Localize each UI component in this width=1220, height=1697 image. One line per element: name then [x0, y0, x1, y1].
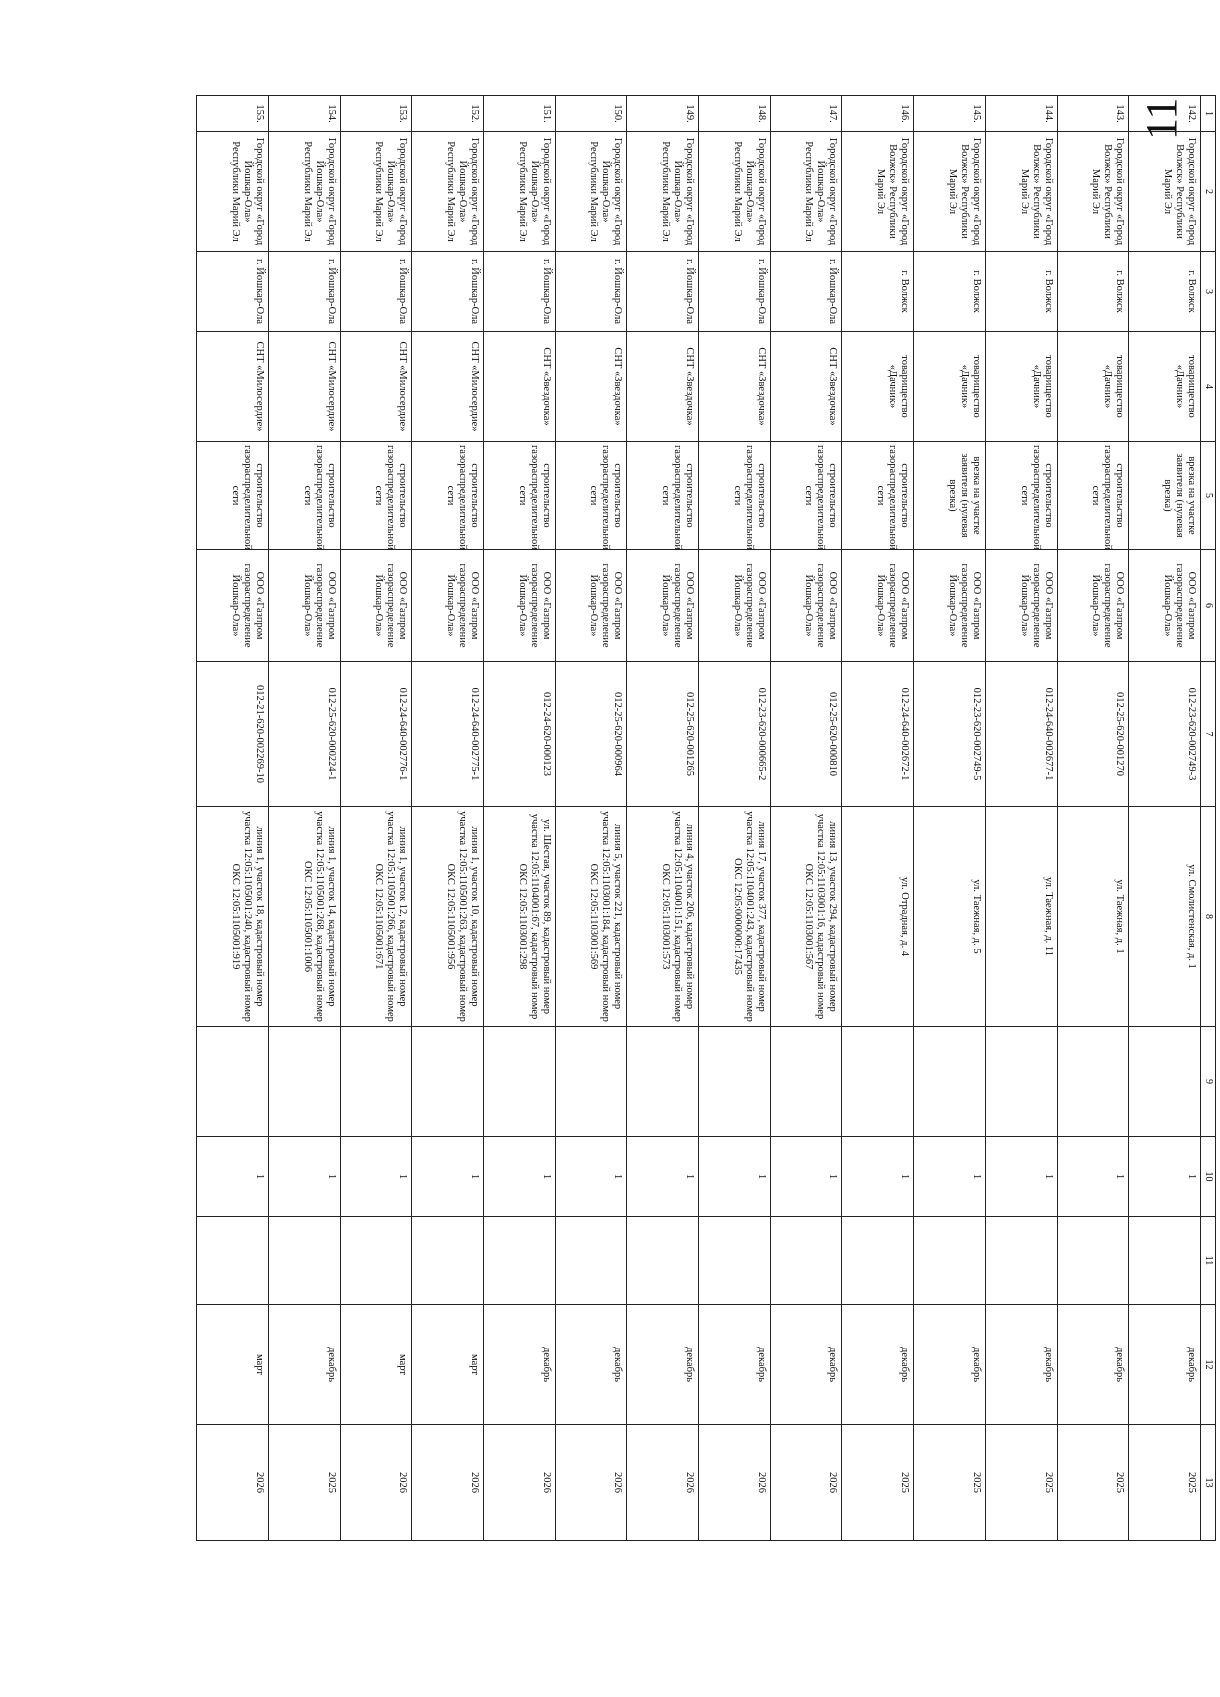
- code-cell: 012-25-620-000964: [555, 662, 627, 807]
- year-cell: 2026: [555, 1425, 627, 1541]
- col10-cell: 1: [340, 1137, 412, 1217]
- col9-cell: [555, 1027, 627, 1137]
- row-number: 144.: [985, 96, 1057, 132]
- col10-cell: 1: [483, 1137, 555, 1217]
- month-cell: декабрь: [1057, 1305, 1129, 1425]
- work-type-cell: строительство газораспределительной сети: [1057, 442, 1129, 550]
- month-cell: декабрь: [985, 1305, 1057, 1425]
- col10-cell: 1: [699, 1137, 771, 1217]
- row-number: 148.: [699, 96, 771, 132]
- work-type-cell: строительство газораспределительной сети: [340, 442, 412, 550]
- district-cell: Городской округ «Город Волжск» Республики Марий Эл: [1057, 132, 1129, 252]
- table-row: [842, 96, 914, 1541]
- locality-cell: г. Йошкар-Ола: [627, 252, 699, 332]
- table-row: [197, 96, 269, 1541]
- operator-cell: ООО «Газпром газораспределение Йошкар-Ола»: [699, 550, 771, 662]
- year-cell: 2026: [770, 1425, 842, 1541]
- district-cell: Городской округ «Город Йошкар-Ола» Республики Марий Эл: [483, 132, 555, 252]
- address-cell: ул. Смолистенская, д. 1: [1129, 807, 1201, 1027]
- col9-cell: [627, 1027, 699, 1137]
- operator-cell: ООО «Газпром газораспределение Йошкар-Ола»: [197, 550, 269, 662]
- district-cell: Городской округ «Город Йошкар-Ола» Республики Марий Эл: [699, 132, 771, 252]
- code-cell: 012-24-640-002672-1: [842, 662, 914, 807]
- month-cell: декабрь: [483, 1305, 555, 1425]
- year-cell: 2026: [340, 1425, 412, 1541]
- code-cell: 012-24-640-002775-1: [412, 662, 484, 807]
- work-type-cell: строительство газораспределительной сети: [483, 442, 555, 550]
- col-header-7: 7: [1201, 662, 1216, 807]
- locality-cell: г. Волжск: [914, 252, 986, 332]
- table-body: [197, 96, 1201, 1541]
- row-number: 149.: [627, 96, 699, 132]
- locality-cell: г. Волжск: [985, 252, 1057, 332]
- header-row: [1201, 96, 1216, 1541]
- col9-cell: [699, 1027, 771, 1137]
- month-cell: март: [340, 1305, 412, 1425]
- settlement-cell: СНТ «Милосердие»: [268, 332, 340, 442]
- col11-cell: [770, 1217, 842, 1305]
- col-header-12: 12: [1201, 1305, 1216, 1425]
- year-cell: 2026: [699, 1425, 771, 1541]
- year-cell: 2025: [914, 1425, 986, 1541]
- operator-cell: ООО «Газпром газораспределение Йошкар-Ола»: [412, 550, 484, 662]
- settlement-cell: товарищество «Дачник»: [985, 332, 1057, 442]
- code-cell: 012-21-620-002269-10: [197, 662, 269, 807]
- col11-cell: [1129, 1217, 1201, 1305]
- settlement-cell: СНТ «Звездочка»: [627, 332, 699, 442]
- col-header-5: 5: [1201, 442, 1216, 550]
- district-cell: Городской округ «Город Йошкар-Ола» Республики Марий Эл: [770, 132, 842, 252]
- col10-cell: 1: [1057, 1137, 1129, 1217]
- col9-cell: [770, 1027, 842, 1137]
- locality-cell: г. Волжск: [842, 252, 914, 332]
- code-cell: 012-23-620-000665-2: [699, 662, 771, 807]
- col-header-6: 6: [1201, 550, 1216, 662]
- operator-cell: ООО «Газпром газораспределение Йошкар-Ола»: [555, 550, 627, 662]
- year-cell: 2025: [268, 1425, 340, 1541]
- settlement-cell: товарищество «Дачник»: [1057, 332, 1129, 442]
- row-number: 150.: [555, 96, 627, 132]
- district-cell: Городской округ «Город Волжск» Республики Марий Эл: [985, 132, 1057, 252]
- code-cell: 012-25-620-001270: [1057, 662, 1129, 807]
- year-cell: 2026: [197, 1425, 269, 1541]
- code-cell: 012-25-620-000810: [770, 662, 842, 807]
- code-cell: 012-25-620-000224-1: [268, 662, 340, 807]
- locality-cell: г. Волжск: [1129, 252, 1201, 332]
- work-type-cell: строительство газораспределительной сети: [985, 442, 1057, 550]
- row-number: 146.: [842, 96, 914, 132]
- operator-cell: ООО «Газпром газораспределение Йошкар-Ола»: [1057, 550, 1129, 662]
- col9-cell: [412, 1027, 484, 1137]
- month-cell: декабрь: [699, 1305, 771, 1425]
- month-cell: март: [197, 1305, 269, 1425]
- month-cell: декабрь: [1129, 1305, 1201, 1425]
- settlement-cell: товарищество «Дачник»: [1129, 332, 1201, 442]
- month-cell: март: [412, 1305, 484, 1425]
- district-cell: Городской округ «Город Йошкар-Ола» Республики Марий Эл: [555, 132, 627, 252]
- row-number: 142.: [1129, 96, 1201, 132]
- col10-cell: 1: [770, 1137, 842, 1217]
- work-type-cell: строительство газораспределительной сети: [627, 442, 699, 550]
- code-cell: 012-24-640-002677-1: [985, 662, 1057, 807]
- col11-cell: [412, 1217, 484, 1305]
- table-row: [1129, 96, 1201, 1541]
- col10-cell: 1: [1129, 1137, 1201, 1217]
- work-type-cell: строительство газораспределительной сети: [197, 442, 269, 550]
- col11-cell: [699, 1217, 771, 1305]
- operator-cell: ООО «Газпром газораспределение Йошкар-Ола»: [842, 550, 914, 662]
- col11-cell: [197, 1217, 269, 1305]
- col10-cell: 1: [197, 1137, 269, 1217]
- address-cell: линия 4, участок 206, кадастровый номер участка 12:05:1104001:151, кадастровый номер ОКС 12:05:1103001:573: [627, 807, 699, 1027]
- col-header-2: 2: [1201, 132, 1216, 252]
- table-row: [770, 96, 842, 1541]
- operator-cell: ООО «Газпром газораспределение Йошкар-Ола»: [985, 550, 1057, 662]
- address-cell: ул. Отрадная, д. 4: [842, 807, 914, 1027]
- col10-cell: 1: [985, 1137, 1057, 1217]
- district-cell: Городской округ «Город Волжск» Республики Марий Эл: [842, 132, 914, 252]
- address-cell: ул. Таежная, д. 5: [914, 807, 986, 1027]
- settlement-cell: СНТ «Милосердие»: [340, 332, 412, 442]
- col-header-3: 3: [1201, 252, 1216, 332]
- code-cell: 012-25-620-001265: [627, 662, 699, 807]
- operator-cell: ООО «Газпром газораспределение Йошкар-Ола»: [1129, 550, 1201, 662]
- month-cell: декабрь: [555, 1305, 627, 1425]
- month-cell: декабрь: [770, 1305, 842, 1425]
- settlement-cell: СНТ «Звездочка»: [483, 332, 555, 442]
- district-cell: Городской округ «Город Йошкар-Ола» Республики Марий Эл: [412, 132, 484, 252]
- row-number: 143.: [1057, 96, 1129, 132]
- work-type-cell: строительство газораспределительной сети: [555, 442, 627, 550]
- settlement-cell: СНТ «Милосердие»: [197, 332, 269, 442]
- work-type-cell: строительство газораспределительной сети: [268, 442, 340, 550]
- work-type-cell: врезка на участке заявителя (нулевая врезка): [914, 442, 986, 550]
- col-header-11: 11: [1201, 1217, 1216, 1305]
- col-header-9: 9: [1201, 1027, 1216, 1137]
- col9-cell: [340, 1027, 412, 1137]
- col11-cell: [483, 1217, 555, 1305]
- year-cell: 2026: [627, 1425, 699, 1541]
- col11-cell: [842, 1217, 914, 1305]
- col9-cell: [914, 1027, 986, 1137]
- col9-cell: [483, 1027, 555, 1137]
- col11-cell: [627, 1217, 699, 1305]
- address-cell: линия 5, участок 221, кадастровый номер участка 12:05:1103001:184, кадастровый номер ОКС 12:05:1103001:569: [555, 807, 627, 1027]
- year-cell: 2025: [1129, 1425, 1201, 1541]
- col9-cell: [268, 1027, 340, 1137]
- work-type-cell: врезка на участке заявителя (нулевая врезка): [1129, 442, 1201, 550]
- month-cell: декабрь: [627, 1305, 699, 1425]
- row-number: 154.: [268, 96, 340, 132]
- district-cell: Городской округ «Город Йошкар-Ола» Республики Марий Эл: [340, 132, 412, 252]
- col-header-10: 10: [1201, 1137, 1216, 1217]
- col9-cell: [1129, 1027, 1201, 1137]
- month-cell: декабрь: [842, 1305, 914, 1425]
- col-header-8: 8: [1201, 807, 1216, 1027]
- address-cell: линия 1, участок 18, кадастровый номер участка 12:05:1105001:240, кадастровый номер ОКС 12:05:1105001:919: [197, 807, 269, 1027]
- row-number: 145.: [914, 96, 986, 132]
- table-row: [483, 96, 555, 1541]
- col9-cell: [985, 1027, 1057, 1137]
- operator-cell: ООО «Газпром газораспределение Йошкар-Ола»: [914, 550, 986, 662]
- district-cell: Городской округ «Город Волжск» Республики Марий Эл: [914, 132, 986, 252]
- row-number: 153.: [340, 96, 412, 132]
- year-cell: 2026: [483, 1425, 555, 1541]
- settlement-cell: товарищество «Дачник»: [914, 332, 986, 442]
- address-cell: ул. Таежная, д. 11: [985, 807, 1057, 1027]
- month-cell: декабрь: [268, 1305, 340, 1425]
- table-row: [627, 96, 699, 1541]
- settlement-cell: СНТ «Звездочка»: [699, 332, 771, 442]
- month-cell: декабрь: [914, 1305, 986, 1425]
- col-header-13: 13: [1201, 1425, 1216, 1541]
- col10-cell: 1: [842, 1137, 914, 1217]
- operator-cell: ООО «Газпром газораспределение Йошкар-Ола»: [340, 550, 412, 662]
- locality-cell: г. Йошкар-Ола: [555, 252, 627, 332]
- address-cell: ул. Таежная, д. 1: [1057, 807, 1129, 1027]
- col11-cell: [268, 1217, 340, 1305]
- col10-cell: 1: [555, 1137, 627, 1217]
- row-number: 152.: [412, 96, 484, 132]
- address-cell: линия 13, участок 294, кадастровый номер участка 12:05:1103001:16, кадастровый номер ОКС 12:05:1103001:567: [770, 807, 842, 1027]
- work-type-cell: строительство газораспределительной сети: [699, 442, 771, 550]
- col10-cell: 1: [914, 1137, 986, 1217]
- col-header-4: 4: [1201, 332, 1216, 442]
- year-cell: 2025: [842, 1425, 914, 1541]
- col10-cell: 1: [412, 1137, 484, 1217]
- operator-cell: ООО «Газпром газораспределение Йошкар-Ола»: [627, 550, 699, 662]
- operator-cell: ООО «Газпром газораспределение Йошкар-Ола»: [483, 550, 555, 662]
- address-cell: линия 17, участок 377, кадастровый номер участка 12:05:1104001:243, кадастровый номер ОКС 12:05:0000000:17435: [699, 807, 771, 1027]
- table-row: [985, 96, 1057, 1541]
- settlement-cell: СНТ «Милосердие»: [412, 332, 484, 442]
- table-row: [1057, 96, 1129, 1541]
- address-cell: линия 1, участок 12, кадастровый номер участка 12:05:1105001:266, кадастровый номер ОКС 12:05:1105001:671: [340, 807, 412, 1027]
- district-cell: Городской округ «Город Волжск» Республики Марий Эл: [1129, 132, 1201, 252]
- col11-cell: [1057, 1217, 1129, 1305]
- rotated-table-container: [196, 95, 1216, 1540]
- settlement-cell: товарищество «Дачник»: [842, 332, 914, 442]
- table-row: [914, 96, 986, 1541]
- table-row: [340, 96, 412, 1541]
- col11-cell: [985, 1217, 1057, 1305]
- code-cell: 012-23-620-002749-5: [914, 662, 986, 807]
- work-type-cell: строительство газораспределительной сети: [842, 442, 914, 550]
- page-number: 11: [1137, 97, 1186, 140]
- locality-cell: г. Волжск: [1057, 252, 1129, 332]
- col11-cell: [914, 1217, 986, 1305]
- locality-cell: г. Йошкар-Ола: [770, 252, 842, 332]
- locality-cell: г. Йошкар-Ола: [197, 252, 269, 332]
- table-row: [555, 96, 627, 1541]
- locality-cell: г. Йошкар-Ола: [412, 252, 484, 332]
- year-cell: 2025: [1057, 1425, 1129, 1541]
- table-row: [699, 96, 771, 1541]
- district-cell: Городской округ «Город Йошкар-Ола» Республики Марий Эл: [197, 132, 269, 252]
- table-row: [412, 96, 484, 1541]
- address-cell: ул. Шестая, участок 89, кадастровый номер участка 12:05:1104001:67, кадастровый номер ОКС 12:05:1103001:298: [483, 807, 555, 1027]
- operator-cell: ООО «Газпром газораспределение Йошкар-Ола»: [770, 550, 842, 662]
- address-cell: линия 1, участок 10, кадастровый номер участка 12:05:1105001:263, кадастровый номер ОКС 12:05:1105001:956: [412, 807, 484, 1027]
- col11-cell: [340, 1217, 412, 1305]
- table-row: [268, 96, 340, 1541]
- col11-cell: [555, 1217, 627, 1305]
- work-type-cell: строительство газораспределительной сети: [412, 442, 484, 550]
- locality-cell: г. Йошкар-Ола: [340, 252, 412, 332]
- work-type-cell: строительство газораспределительной сети: [770, 442, 842, 550]
- code-cell: 012-24-640-002776-1: [340, 662, 412, 807]
- locality-cell: г. Йошкар-Ола: [268, 252, 340, 332]
- col10-cell: 1: [627, 1137, 699, 1217]
- col9-cell: [1057, 1027, 1129, 1137]
- col9-cell: [842, 1027, 914, 1137]
- district-cell: Городской округ «Город Йошкар-Ола» Республики Марий Эл: [268, 132, 340, 252]
- row-number: 147.: [770, 96, 842, 132]
- col9-cell: [197, 1027, 269, 1137]
- operator-cell: ООО «Газпром газораспределение Йошкар-Ола»: [268, 550, 340, 662]
- settlement-cell: СНТ «Звездочка»: [555, 332, 627, 442]
- year-cell: 2026: [412, 1425, 484, 1541]
- col-header-1: 1: [1201, 96, 1216, 132]
- locality-cell: г. Йошкар-Ола: [699, 252, 771, 332]
- locality-cell: г. Йошкар-Ола: [483, 252, 555, 332]
- register-table: [196, 95, 1216, 1541]
- district-cell: Городской округ «Город Йошкар-Ола» Республики Марий Эл: [627, 132, 699, 252]
- settlement-cell: СНТ «Звездочка»: [770, 332, 842, 442]
- row-number: 155.: [197, 96, 269, 132]
- col10-cell: 1: [268, 1137, 340, 1217]
- code-cell: 012-24-620-000123: [483, 662, 555, 807]
- address-cell: линия 1, участок 14, кадастровый номер участка 12:05:1105001:268, кадастровый номер ОКС 12:05:1105001:1006: [268, 807, 340, 1027]
- code-cell: 012-23-620-002749-3: [1129, 662, 1201, 807]
- year-cell: 2025: [985, 1425, 1057, 1541]
- row-number: 151.: [483, 96, 555, 132]
